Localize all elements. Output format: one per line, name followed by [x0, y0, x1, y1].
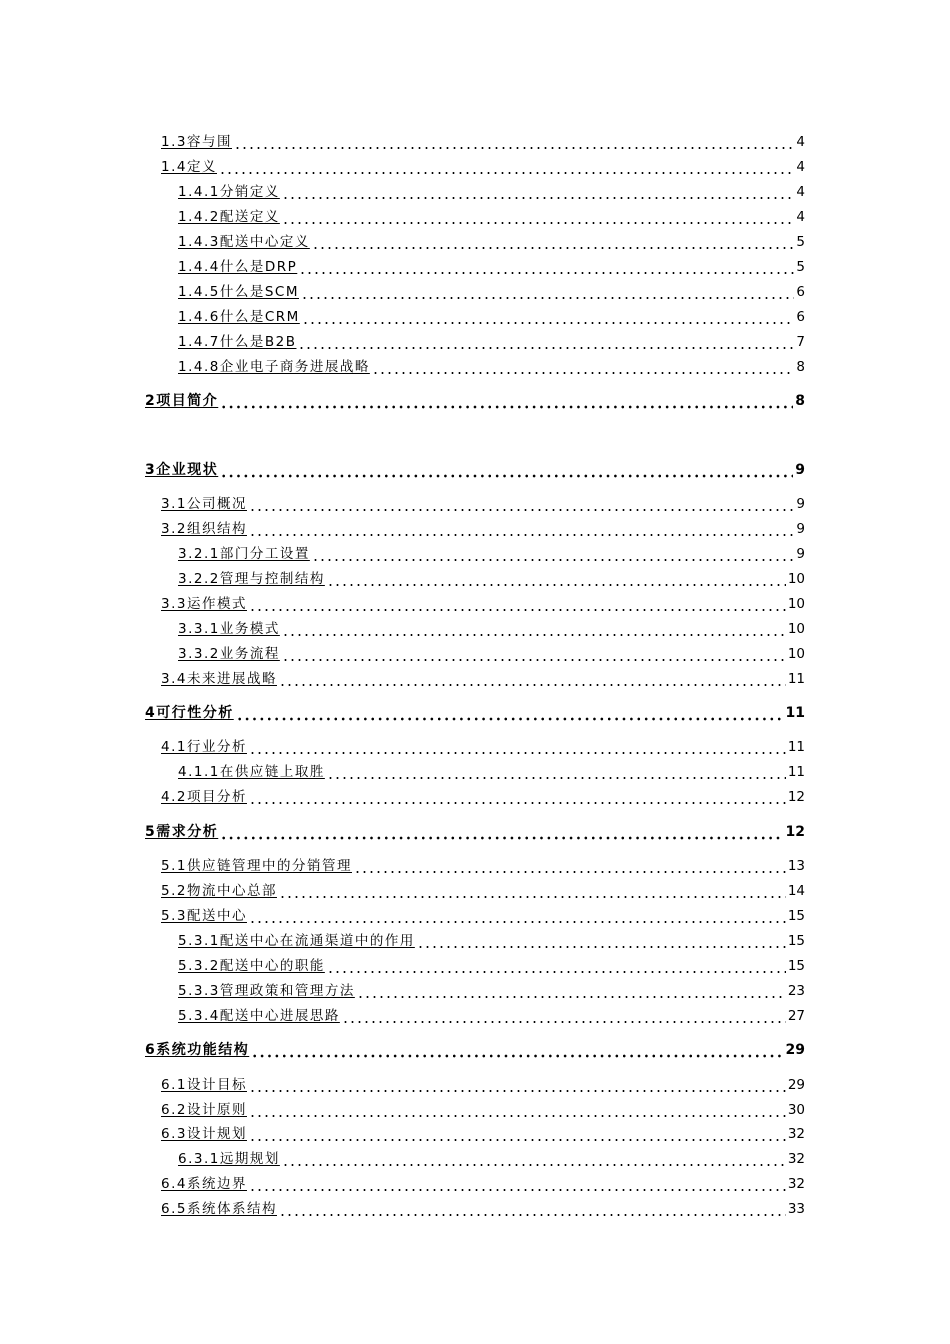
toc-page-number: 30: [787, 1102, 805, 1118]
toc-entry[interactable]: [161, 785, 805, 805]
toc-dot-leader: [249, 908, 786, 924]
toc-page-number: 10: [787, 596, 805, 612]
toc-entry-title[interactable]: 6.3.1远期规划: [178, 1151, 280, 1167]
toc-entry-title[interactable]: 3.3运作模式: [161, 596, 247, 612]
toc-entry-title[interactable]: 3.2.2管理与控制结构: [178, 571, 325, 587]
toc-entry[interactable]: [161, 592, 805, 612]
toc-page-number: 15: [787, 908, 805, 924]
toc-entry-title[interactable]: 1.4.2配送定义: [178, 209, 280, 225]
toc-page-number: 4: [796, 184, 805, 200]
toc-entry[interactable]: [178, 567, 805, 587]
toc-entry-title[interactable]: 1.4.6什么是CRM: [178, 309, 300, 325]
toc-dot-leader: [220, 393, 793, 409]
toc-dot-leader: [282, 184, 795, 200]
toc-page-number: 4: [796, 209, 805, 225]
toc-dot-leader: [236, 705, 784, 721]
toc-page-number: 11: [787, 671, 805, 687]
toc-page-number: 5: [796, 259, 805, 275]
toc-page-number: 32: [787, 1151, 805, 1167]
toc-entry[interactable]: [161, 904, 805, 924]
toc-entry-title[interactable]: 6.1设计目标: [161, 1077, 247, 1093]
toc-page-number: 27: [787, 1008, 805, 1024]
toc-dot-leader: [249, 1102, 786, 1118]
toc-entry-title[interactable]: 5.1供应链管理中的分销管理: [161, 858, 352, 874]
toc-entry-title[interactable]: 5.3.3管理政策和管理方法: [178, 983, 355, 999]
toc-entry-title[interactable]: 4.1行业分析: [161, 739, 247, 755]
toc-entry[interactable]: [145, 389, 805, 409]
toc-page-number: 5: [796, 234, 805, 250]
toc-page-number: 8: [795, 393, 805, 409]
toc-entry[interactable]: [161, 155, 805, 175]
toc-dot-leader: [220, 824, 783, 840]
toc-entry[interactable]: [178, 617, 805, 637]
toc-entry-title[interactable]: 2项目简介: [145, 393, 219, 409]
toc-entry-title[interactable]: 5.3.1配送中心在流通渠道中的作用: [178, 933, 415, 949]
toc-page-number: 11: [785, 705, 805, 721]
toc-entry-title[interactable]: 3.3.1业务模式: [178, 621, 280, 637]
toc-dot-leader: [282, 1151, 786, 1167]
toc-page-number: 15: [787, 933, 805, 949]
toc-page-number: 32: [787, 1176, 805, 1192]
toc-dot-leader: [327, 958, 786, 974]
toc-entry-title[interactable]: 1.4.1分销定义: [178, 184, 280, 200]
toc-entry-title[interactable]: 4.1.1在供应链上取胜: [178, 764, 325, 780]
toc-page-number: 11: [787, 739, 805, 755]
toc-entry-title[interactable]: 5.2物流中心总部: [161, 883, 277, 899]
toc-dot-leader: [249, 789, 786, 805]
toc-page-number: 4: [796, 159, 805, 175]
toc-dot-leader: [249, 496, 794, 512]
toc-entry-title[interactable]: 1.4.8企业电子商务进展战略: [178, 359, 370, 375]
toc-entry[interactable]: [178, 205, 805, 225]
toc-entry-title[interactable]: 3.3.2业务流程: [178, 646, 280, 662]
toc-page-number: 10: [787, 571, 805, 587]
toc-dot-leader: [417, 933, 786, 949]
toc-entry[interactable]: [178, 954, 805, 974]
toc-entry-title[interactable]: 1.4定义: [161, 159, 217, 175]
toc-entry-title[interactable]: 5需求分析: [145, 824, 219, 840]
toc-entry-title[interactable]: 6系统功能结构: [145, 1042, 250, 1058]
toc-entry-title[interactable]: 3.4未来进展战略: [161, 671, 277, 687]
toc-page-number: 14: [787, 883, 805, 899]
toc-dot-leader: [249, 596, 786, 612]
toc-dot-leader: [299, 259, 794, 275]
toc-entry[interactable]: [161, 854, 805, 874]
toc-dot-leader: [312, 234, 795, 250]
toc-entry[interactable]: [178, 230, 805, 250]
toc-entry-title[interactable]: 1.4.5什么是SCM: [178, 284, 299, 300]
toc-dot-leader: [251, 1042, 783, 1058]
toc-page-number: 29: [787, 1077, 805, 1093]
toc-dot-leader: [282, 621, 786, 637]
toc-entry[interactable]: [161, 1098, 805, 1118]
toc-page-number: 9: [796, 546, 805, 562]
toc-entry[interactable]: [145, 458, 805, 478]
toc-dot-leader: [279, 883, 786, 899]
toc-page-number: 6: [796, 309, 805, 325]
toc-page-number: 33: [787, 1201, 805, 1217]
toc-page-number: 9: [796, 496, 805, 512]
toc-entry[interactable]: [161, 492, 805, 512]
toc-entry[interactable]: [161, 1197, 805, 1217]
toc-entry[interactable]: [161, 1073, 805, 1093]
toc-entry[interactable]: [161, 517, 805, 537]
toc-dot-leader: [372, 359, 795, 375]
toc-dot-leader: [301, 284, 794, 300]
toc-page-number: 4: [796, 134, 805, 150]
toc-entry-title[interactable]: 1.4.4什么是DRP: [178, 259, 298, 275]
toc-dot-leader: [279, 1201, 786, 1217]
toc-page-number: 12: [787, 789, 805, 805]
toc-page-number: 15: [787, 958, 805, 974]
toc-dot-leader: [279, 671, 786, 687]
toc-page-number: 29: [785, 1042, 805, 1058]
toc-dot-leader: [220, 462, 793, 478]
toc-page-number: 12: [785, 824, 805, 840]
toc-entry-title[interactable]: 6.4系统边界: [161, 1176, 247, 1192]
toc-page-number: 23: [787, 983, 805, 999]
toc-entry[interactable]: [178, 180, 805, 200]
toc-dot-leader: [249, 521, 794, 537]
toc-entry-title[interactable]: 5.3配送中心: [161, 908, 247, 924]
toc-page-number: 10: [787, 646, 805, 662]
toc-entry[interactable]: [161, 130, 805, 150]
toc-dot-leader: [249, 739, 786, 755]
toc-entry-title[interactable]: 3.2组织结构: [161, 521, 247, 537]
toc-entry-title[interactable]: 3.2.1部门分工设置: [178, 546, 310, 562]
toc-entry[interactable]: [161, 667, 805, 687]
toc-dot-leader: [282, 646, 786, 662]
toc-entry-title[interactable]: 1.4.7什么是B2B: [178, 334, 297, 350]
toc-dot-leader: [282, 209, 795, 225]
toc-entry[interactable]: [178, 255, 805, 275]
toc-page-number: 8: [796, 359, 805, 375]
toc-dot-leader: [354, 858, 786, 874]
toc-entry[interactable]: [178, 979, 805, 999]
toc-entry[interactable]: [145, 820, 805, 840]
toc-dot-leader: [327, 571, 786, 587]
toc-entry-title[interactable]: 5.3.4配送中心进展思路: [178, 1008, 340, 1024]
toc-entry[interactable]: [178, 1004, 805, 1024]
toc-page-number: 9: [796, 521, 805, 537]
toc-dot-leader: [357, 983, 786, 999]
toc-entry-title[interactable]: 6.2设计原则: [161, 1102, 247, 1118]
toc-entry-title[interactable]: 4.2项目分析: [161, 789, 247, 805]
toc-entry-title[interactable]: 4可行性分析: [145, 705, 234, 721]
toc-entry-title[interactable]: 1.4.3配送中心定义: [178, 234, 310, 250]
toc-dot-leader: [249, 1077, 786, 1093]
toc-dot-leader: [249, 1126, 786, 1142]
toc-page-number: 9: [795, 462, 805, 478]
toc-dot-leader: [312, 546, 795, 562]
toc-dot-leader: [298, 334, 794, 350]
toc-dot-leader: [342, 1008, 786, 1024]
toc-page-number: 11: [787, 764, 805, 780]
toc-dot-leader: [327, 764, 786, 780]
toc-entry[interactable]: [178, 280, 805, 300]
toc-entry[interactable]: [178, 330, 805, 350]
toc-entry[interactable]: [161, 1172, 805, 1192]
toc-page-number: 32: [787, 1126, 805, 1142]
toc-dot-leader: [219, 159, 794, 175]
toc-page-number: 13: [787, 858, 805, 874]
toc-entry-title[interactable]: 5.3.2配送中心的职能: [178, 958, 325, 974]
toc-entry[interactable]: [178, 642, 805, 662]
toc-entry[interactable]: [178, 760, 805, 780]
toc-page-number: 6: [796, 284, 805, 300]
toc-entry-title[interactable]: 3.1公司概况: [161, 496, 247, 512]
toc-page-number: 7: [796, 334, 805, 350]
toc-dot-leader: [249, 1176, 786, 1192]
toc-entry[interactable]: [178, 305, 805, 325]
toc-entry[interactable]: [178, 929, 805, 949]
toc-entry[interactable]: [145, 1038, 805, 1058]
toc-entry[interactable]: [145, 701, 805, 721]
toc-page-number: 10: [787, 621, 805, 637]
toc-dot-leader: [302, 309, 795, 325]
toc-entry-title[interactable]: 1.3容与围: [161, 134, 232, 150]
toc-entry[interactable]: [178, 355, 805, 375]
toc-entry[interactable]: [161, 1122, 805, 1142]
toc-entry[interactable]: [178, 1147, 805, 1167]
toc-entry[interactable]: [178, 542, 805, 562]
toc-entry-title[interactable]: 3企业现状: [145, 462, 219, 478]
toc-entry[interactable]: [161, 879, 805, 899]
toc-dot-leader: [234, 134, 794, 150]
toc-entry-title[interactable]: 6.3设计规划: [161, 1126, 247, 1142]
toc-entry[interactable]: [161, 735, 805, 755]
toc-entry-title[interactable]: 6.5系统体系结构: [161, 1201, 277, 1217]
